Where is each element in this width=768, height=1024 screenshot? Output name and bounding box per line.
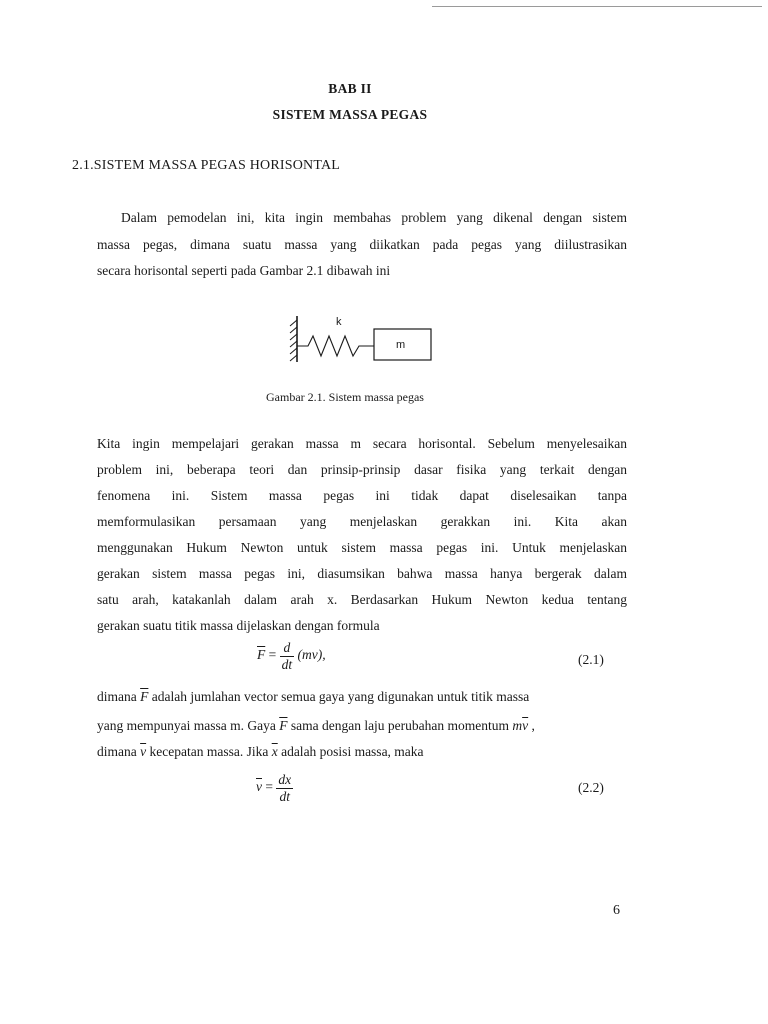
wall-hatch	[290, 320, 297, 361]
text-span: sama dengan laju perubahan momentum	[287, 718, 513, 733]
text-line	[97, 689, 529, 705]
eq-denominator: dt	[281, 656, 293, 672]
text-line: gerakan sistem massa pegas ini, diasumsikan bahwa massa hanya bergerak dalam	[97, 566, 627, 581]
text-line	[97, 718, 535, 734]
text-line: memformulasikan persamaan yang menjelaskan gerakkan ini. Kita akan	[97, 514, 627, 529]
text-line: problem ini, beberapa teori dan prinsip-prinsip dasar fisika yang terkait dengan	[97, 462, 627, 477]
text-line: Dalam pemodelan ini, kita ingin membahas problem yang dikenal dengan sistem	[121, 210, 627, 225]
text-span: adalah jumlahan vector semua gaya yang digunakan untuk titik massa	[151, 689, 530, 704]
velocity-symbol: $\overline{v}$	[522, 718, 529, 733]
eq-fraction	[280, 640, 295, 672]
velocity-symbol: $\overline{v}$	[140, 744, 147, 759]
chapter-title: SISTEM MASSA PEGAS	[272, 107, 428, 122]
eq-fraction	[276, 772, 293, 804]
mass-label: m	[396, 339, 406, 351]
eq-numerator: d	[280, 640, 295, 657]
spring-zigzag	[297, 336, 374, 356]
eq-equals: =	[268, 647, 277, 663]
text-line: massa pegas, dimana suatu massa yang diikatkan pada pegas yang diilustrasikan	[97, 237, 627, 252]
chapter-heading: BAB II	[328, 81, 372, 96]
eq-momentum: (mv),	[297, 647, 326, 663]
eq-force-symbol: $\overline{F}$	[257, 647, 266, 663]
text-span: yang mempunyai massa m. Gaya	[97, 718, 280, 733]
equation-number: (2.1)	[578, 652, 604, 667]
text-line: secara horisontal seperti pada Gambar 2.1 dibawah ini	[97, 263, 391, 278]
text-span: dimana	[97, 744, 141, 759]
eq-numerator: dx	[278, 772, 292, 787]
text-span: dimana	[97, 689, 141, 704]
eq-velocity-symbol: $\overline{v}$	[256, 779, 262, 795]
text-line: gerakan suatu titik massa dijelaskan dengan formula	[97, 618, 380, 633]
equation-2-2	[256, 772, 293, 804]
position-symbol: $\overline{x}$	[271, 744, 278, 759]
eq-denominator: dt	[279, 788, 290, 804]
spring-label: k	[336, 316, 342, 328]
text-line: fenomena ini. Sistem massa pegas ini tidak dapat diselesaikan tanpa	[97, 488, 627, 503]
equation-number: (2.2)	[578, 780, 604, 795]
mass-symbol: m	[512, 718, 523, 733]
equation-2-1	[257, 640, 326, 672]
figure-caption: Gambar 2.1. Sistem massa pegas	[266, 390, 424, 404]
eq-equals: =	[265, 779, 273, 795]
spring-mass-figure	[288, 312, 438, 368]
text-line: menggunakan Hukum Newton untuk sistem massa pegas ini. Untuk menjelaskan	[97, 540, 627, 555]
text-line: Kita ingin mempelajari gerakan massa m secara horisontal. Sebelum menyelesaikan	[97, 436, 627, 451]
text-line	[97, 744, 424, 760]
section-title: 2.1.SISTEM MASSA PEGAS HORISONTAL	[72, 158, 341, 173]
text-span: adalah posisi massa, maka	[277, 744, 424, 759]
text-line: satu arah, katakanlah dalam arah x. Berdasarkan Hukum Newton kedua tentang	[97, 592, 627, 607]
text-span: ,	[528, 718, 535, 733]
text-span: kecepatan massa. Jika	[146, 744, 272, 759]
force-symbol: $\overline{F}$	[279, 718, 288, 733]
page-number: 6	[613, 903, 620, 918]
force-symbol: $\overline{F}$	[140, 689, 149, 704]
scan-top-rule	[432, 6, 762, 7]
